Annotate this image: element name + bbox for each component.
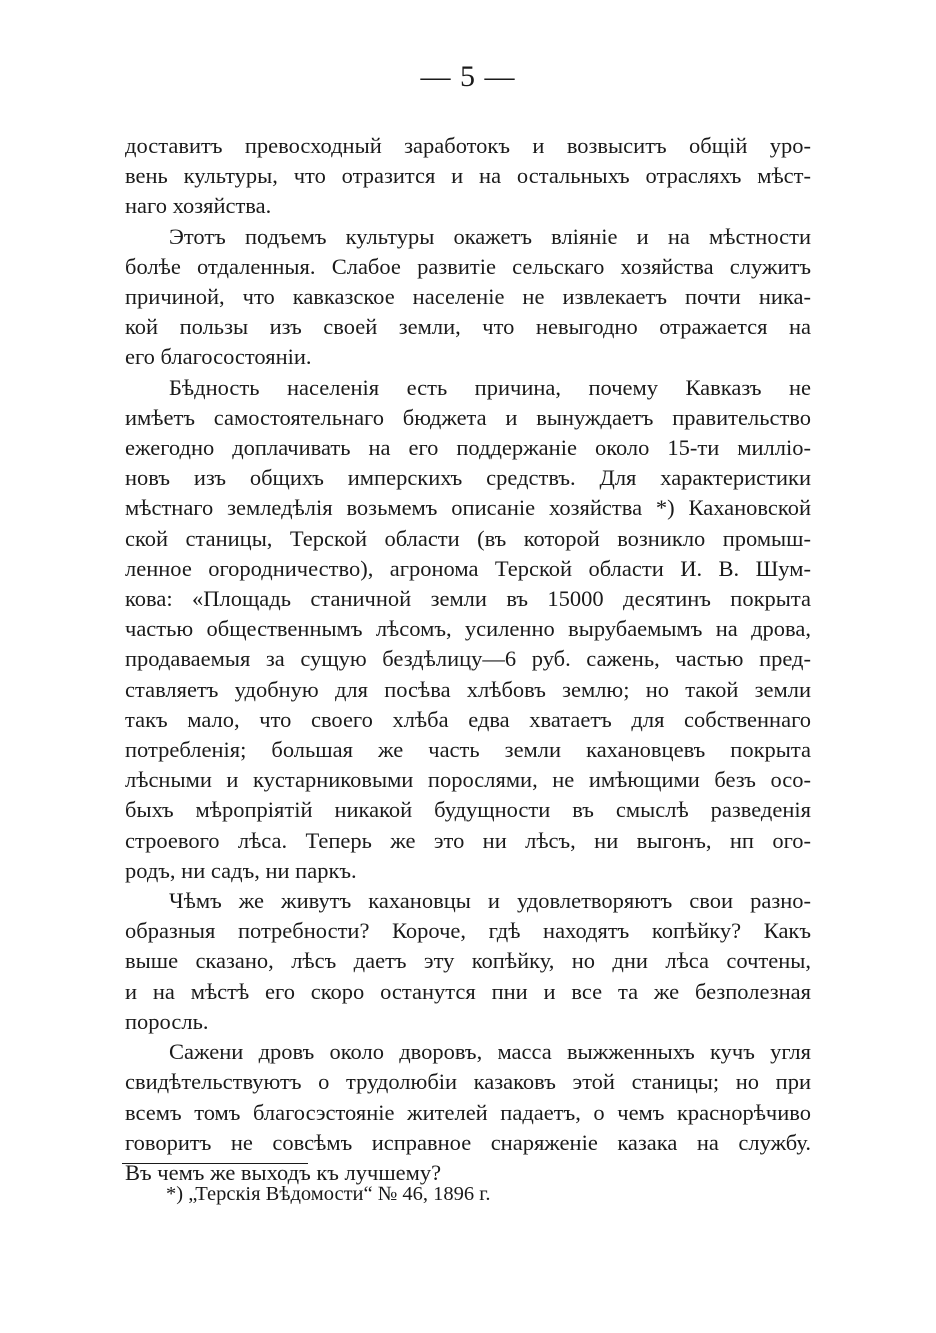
text-line: поросль. — [125, 1008, 209, 1034]
paragraph — [125, 886, 811, 1037]
text-line: наго хозяйства. — [125, 193, 272, 219]
text-line: образныя потребности? Короче, гдѣ находятъ копѣйку? Какъ — [125, 918, 811, 944]
text-line: всемъ томъ благосэстояніе жителей падаетъ, о чемъ краснорѣчиво — [125, 1099, 811, 1125]
paragraph — [125, 131, 811, 222]
text-line: ленное огородничество), агронома Терской области И. В. Шум- — [125, 555, 811, 581]
text-line: его благосостояніи. — [125, 344, 312, 370]
text-line: кова: «Площадь станичной земли въ 15000 десятинъ покрыта — [125, 586, 811, 612]
text-line: ставляетъ удобную для посѣва хлѣбовъ землю; но такой земли — [125, 676, 811, 702]
text-line: и на мѣстѣ его скоро останутся пни и все та же безполезная — [125, 978, 811, 1004]
text-line: вень культуры, что отразится и на остальныхъ отрасляхъ мѣст- — [125, 163, 811, 189]
text-line: причиной, что кавказское населеніе не извлекаетъ почти ника- — [125, 284, 811, 310]
body-text — [125, 131, 811, 1188]
paragraph — [125, 373, 811, 886]
text-line: болѣе отдаленныя. Слабое развитіе сельскаго хозяйства служитъ — [125, 253, 811, 279]
text-line: потребленія; большая же часть земли кахановцевъ покрыта — [125, 737, 811, 763]
text-line: выше сказано, лѣсъ даетъ эту копѣйку, но дни лѣса сочтены, — [125, 948, 811, 974]
text-line: продаваемыя за сущую бездѣлицу—6 руб. сажень, частью пред- — [125, 646, 811, 672]
text-line: имѣетъ самостоятельнаго бюджета и вынуждаетъ правительство — [125, 404, 811, 430]
text-line: частью общественнымъ лѣсомъ, усиленно вырубаемымъ на дрова, — [125, 616, 811, 642]
text-line: ской станицы, Терской области (въ которой возникло промыш- — [125, 525, 811, 551]
footnote: *) „Терскія Вѣдомости“ № 46, 1896 г. — [166, 1183, 491, 1205]
text-line: кой пользы изъ своей земли, что невыгодно отражается на — [125, 314, 811, 340]
paragraph — [125, 222, 811, 373]
text-line: свидѣтельствуютъ о трудолюбіи казаковъ этой станицы; но при — [125, 1069, 811, 1095]
footnote-rule — [122, 1163, 308, 1164]
text-line: доставитъ превосходный заработокъ и возвыситъ общій уро- — [125, 133, 811, 158]
text-line: Въ чемъ же выходъ къ лучшему? — [125, 1159, 442, 1185]
text-line: такъ мало, что своего хлѣба едва хватаетъ для собственнаго — [125, 706, 811, 732]
text-line: Сажени дровъ около дворовъ, масса выжженныхъ кучъ угля — [169, 1039, 811, 1065]
text-line: быхъ мѣропріятій никакой будущности въ смыслѣ разведенія — [125, 797, 811, 823]
text-line: Бѣдность населенія есть причина, почему Кавказъ не — [169, 374, 811, 400]
text-line: строевого лѣса. Теперь же это ни лѣсъ, ни выгонъ, нп ого- — [125, 827, 811, 853]
text-line: Чѣмъ же живутъ кахановцы и удовлетворяютъ свои разно- — [169, 888, 811, 914]
page-number: — 5 — — [420, 60, 516, 93]
text-line: новъ изъ общихъ имперскихъ средствъ. Для характеристики — [125, 465, 811, 491]
text-line: говоритъ не совсѣмъ исправное снаряженіе казака на службу. — [125, 1129, 811, 1155]
text-line: мѣстнаго земледѣлія возьмемъ описаніе хозяйства *) Кахановской — [125, 495, 811, 521]
text-line: родъ, ни садъ, ни паркъ. — [125, 857, 357, 883]
text-line: Этотъ подъемъ культуры окажетъ вліяніе и на мѣстности — [169, 223, 811, 249]
text-line: лѣсными и кустарниковыми порослями, не имѣющими безъ осо- — [125, 767, 811, 793]
paragraph — [125, 1037, 811, 1188]
text-line: ежегодно доплачивать на его поддержаніе около 15-ти милліо- — [125, 435, 811, 461]
